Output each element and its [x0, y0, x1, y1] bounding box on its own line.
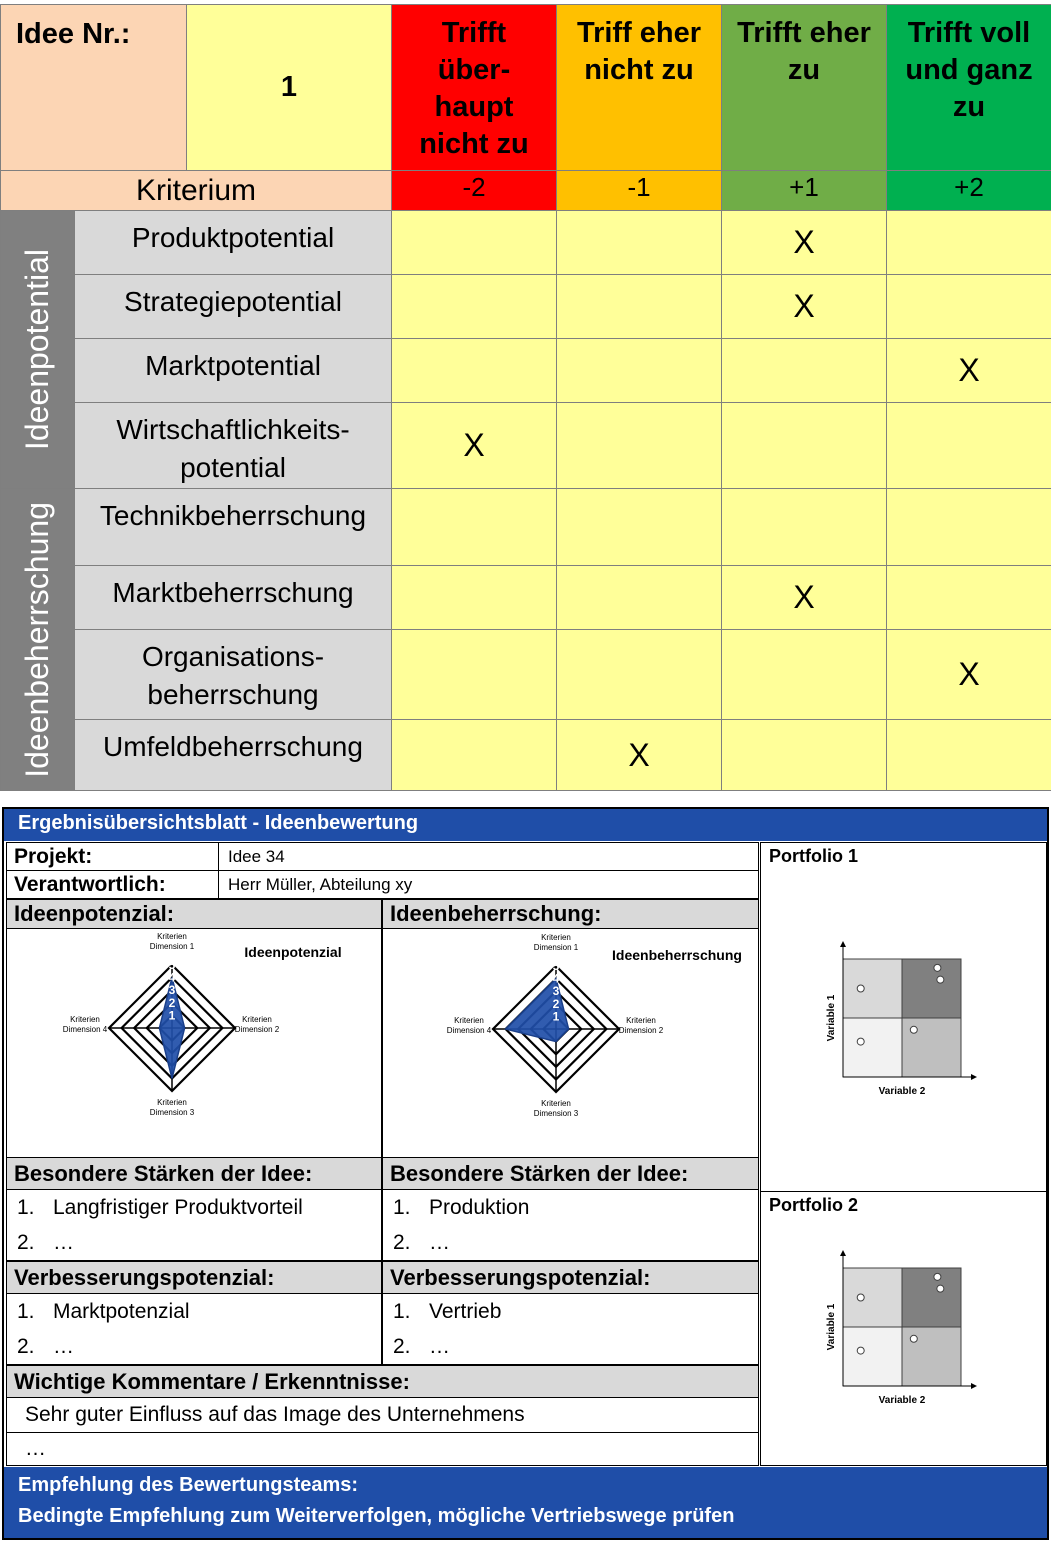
rating-cell [721, 274, 887, 339]
list-item: 2. … [393, 1335, 450, 1358]
column-header-line: zu [952, 91, 986, 123]
rating-cell [886, 488, 1051, 566]
radar-chart-ideenpotenzial [7, 929, 381, 1157]
radar-tick-label: 1 [552, 1009, 560, 1024]
rating-mark: X [463, 427, 485, 463]
kriterium-header: Kriterium [0, 170, 392, 211]
staerken-list-right [382, 1189, 759, 1261]
radar-tick-label: 4 [168, 970, 176, 985]
portfolio-quadrant [902, 1018, 961, 1077]
column-header-line: haupt [434, 91, 514, 123]
criterion-line: Technikbeherrschung [99, 500, 367, 531]
radar-axis-label: Kriterien Dimension 4 [446, 1016, 492, 1035]
portfolio-point [937, 976, 944, 983]
projekt-value: Idee 34 [218, 842, 759, 871]
rating-cell [391, 402, 557, 489]
portfolio-quadrant [902, 1268, 961, 1327]
portfolio-y-label: Variable 1 [826, 994, 837, 1042]
group-label: Ideenbeherrschung [19, 501, 55, 778]
verantwortlich-label: Verantwortlich: [6, 870, 219, 899]
radar-box-left [6, 928, 382, 1158]
rating-cell [556, 565, 722, 630]
rating-cell [391, 629, 557, 720]
rating-cell [886, 210, 1051, 275]
result-sheet [2, 807, 1049, 1540]
score-4: +2 [886, 170, 1051, 211]
portfolio-1-box [760, 842, 1047, 1192]
rating-mark: X [793, 288, 815, 324]
portfolio-quadrant [902, 959, 961, 1018]
sheet-title-bar [4, 809, 1047, 841]
verbesserung-header-left: Verbesserungspotenzial: [6, 1261, 382, 1294]
column-header-line: Trifft voll [907, 17, 1031, 49]
rating-cell [556, 274, 722, 339]
portfolio-point [937, 1285, 944, 1292]
portfolio-2-chart [761, 1192, 1046, 1465]
portfolio-x-label: Variable 2 [878, 1086, 926, 1097]
portfolio-point [910, 1335, 917, 1342]
empfehlung-bar [4, 1467, 1047, 1538]
rating-cell [886, 274, 1051, 339]
column-header-line: Trifft eher [737, 17, 871, 49]
portfolio-quadrant [843, 959, 902, 1018]
portfolio-point [857, 1347, 864, 1354]
column-header-line: nicht zu [419, 128, 529, 160]
ideenpotenzial-header: Ideenpotenzial: [6, 899, 382, 929]
radar-axis-label: Kriterien Dimension 2 [234, 1015, 280, 1034]
kommentar-line-2: … [6, 1432, 759, 1466]
idee-label: Idee Nr.: [0, 4, 187, 171]
criterion-6 [74, 565, 392, 630]
rating-cell [886, 629, 1051, 720]
radar-axis-label: Kriterien Dimension 1 [533, 933, 579, 952]
empfehlung-text: Bedingte Empfehlung zum Weiterverfolgen, mögliche Vertriebswege prüfen [18, 1505, 735, 1527]
portfolio-2-box [760, 1191, 1047, 1466]
portfolio-quadrant [843, 1018, 902, 1077]
rating-cell [391, 565, 557, 630]
rating-cell [391, 719, 557, 791]
criterion-line: Produktpotential [131, 222, 335, 253]
column-header-line: und ganz [905, 54, 1033, 86]
rating-cell [556, 210, 722, 275]
rating-cell [721, 565, 887, 630]
portfolio-point [910, 1026, 917, 1033]
axis-arrow [971, 1074, 977, 1080]
radar-axis-label: Kriterien Dimension 1 [149, 932, 195, 951]
rating-mark: X [793, 224, 815, 260]
list-item: 1. Produktion [393, 1196, 530, 1219]
sheet-title: Ergebnisübersichtsblatt - Ideenbewertung [18, 812, 419, 834]
rating-cell [556, 719, 722, 791]
radar-axis-label: Kriterien Dimension 3 [533, 1099, 579, 1118]
rating-cell [886, 565, 1051, 630]
rating-cell [391, 210, 557, 275]
criterion-line: Organisations- [141, 641, 325, 672]
portfolio-quadrant [843, 1327, 902, 1386]
verantwortlich-value: Herr Müller, Abteilung xy [218, 870, 759, 899]
radar-chart-ideenbeherrschung [383, 929, 758, 1157]
portfolio-quadrant [843, 1268, 902, 1327]
radar-tick-label: 4 [552, 971, 560, 986]
portfolio-point [857, 985, 864, 992]
rating-cell [721, 210, 887, 275]
column-header-2 [556, 4, 722, 171]
portfolio-point [934, 1273, 941, 1280]
score-1: -2 [391, 170, 557, 211]
portfolio-point [857, 1038, 864, 1045]
radar-title: Ideenbeherrschung [612, 947, 742, 963]
criterion-7 [74, 629, 392, 720]
criterion-line: Umfeldbeherrschung [103, 731, 363, 762]
radar-tick-label: 2 [552, 996, 560, 1011]
list-item: 2. … [393, 1231, 450, 1254]
staerken-header-left: Besondere Stärken der Idee: [6, 1157, 382, 1190]
radar-title: Ideenpotenzial [244, 944, 342, 960]
radar-axis-label: Kriterien Dimension 2 [618, 1016, 664, 1035]
rating-cell [886, 719, 1051, 791]
rating-cell [721, 402, 887, 489]
criterion-4 [74, 402, 392, 489]
verbesserung-list-left [6, 1293, 382, 1365]
portfolio-quadrant [902, 1327, 961, 1386]
radar-tick-label: 3 [552, 984, 560, 999]
radar-box-right [382, 928, 759, 1158]
column-header-line: Triff eher [576, 17, 702, 49]
radar-axis-label: Kriterien Dimension 3 [149, 1098, 195, 1117]
column-header-1 [391, 4, 557, 171]
portfolio-point [857, 1294, 864, 1301]
criterion-1 [74, 210, 392, 275]
column-header-3 [721, 4, 887, 171]
rating-cell [556, 488, 722, 566]
radar-tick-label: 3 [168, 983, 176, 998]
staerken-header-right: Besondere Stärken der Idee: [382, 1157, 759, 1190]
criterion-5 [74, 488, 392, 566]
rating-mark: X [958, 656, 980, 692]
group-ideenpotential [0, 210, 75, 489]
group-ideenbeherrschung [0, 488, 75, 791]
projekt-label: Projekt: [6, 842, 219, 871]
column-header-line: über- [437, 54, 511, 86]
axis-arrow [971, 1383, 977, 1389]
list-item: 1. Langfristiger Produktvorteil [17, 1196, 303, 1219]
portfolio-y-label: Variable 1 [826, 1303, 837, 1351]
rating-cell [391, 274, 557, 339]
axis-arrow [840, 941, 846, 947]
list-item: 2. … [17, 1335, 74, 1358]
rating-cell [886, 338, 1051, 403]
rating-cell [556, 338, 722, 403]
criterion-8 [74, 719, 392, 791]
empfehlung-label: Empfehlung des Bewertungsteams: [18, 1474, 359, 1496]
verbesserung-list-right [382, 1293, 759, 1365]
portfolio-1-title: Portfolio 1 [769, 846, 858, 866]
criterion-line: Marktpotential [145, 350, 321, 381]
criterion-line: Marktbeherrschung [112, 577, 354, 608]
rating-cell [721, 488, 887, 566]
portfolio-point [934, 964, 941, 971]
radar-tick-label: 1 [168, 1008, 176, 1023]
list-item: 1. Vertrieb [393, 1300, 502, 1323]
rating-cell [391, 488, 557, 566]
group-label: Ideenpotential [19, 248, 55, 451]
criterion-3 [74, 338, 392, 403]
rating-mark: X [958, 352, 980, 388]
list-item: 1. Marktpotenzial [17, 1300, 190, 1323]
portfolio-x-label: Variable 2 [878, 1395, 926, 1406]
kommentare-header: Wichtige Kommentare / Erkenntnisse: [6, 1365, 759, 1398]
portfolio-1-chart [761, 843, 1046, 1191]
rating-cell [721, 629, 887, 720]
ideenbeherrschung-header: Ideenbeherrschung: [382, 899, 759, 929]
axis-arrow [840, 1250, 846, 1256]
rating-cell [556, 629, 722, 720]
rating-cell [721, 338, 887, 403]
criterion-line: Strategiepotential [124, 286, 342, 317]
criterion-line: Wirtschaftlichkeits- [116, 414, 350, 445]
staerken-list-left [6, 1189, 382, 1261]
rating-cell [886, 402, 1051, 489]
portfolio-2-title: Portfolio 2 [769, 1195, 858, 1215]
column-header-line: zu [787, 54, 821, 86]
list-item: 2. … [17, 1231, 74, 1254]
rating-cell [391, 338, 557, 403]
radar-tick-label: 5 [168, 958, 176, 972]
kommentar-line-1: Sehr guter Einfluss auf das Image des Unternehmens [6, 1397, 759, 1433]
column-header-4 [886, 4, 1051, 171]
score-3: +1 [721, 170, 887, 211]
rating-mark: X [628, 736, 650, 773]
verbesserung-header-right: Verbesserungspotenzial: [382, 1261, 759, 1294]
criterion-2 [74, 274, 392, 339]
idee-number: 1 [186, 4, 392, 171]
column-header-line: nicht zu [584, 54, 694, 86]
rating-cell [721, 719, 887, 791]
radar-tick-label: 5 [552, 959, 560, 973]
column-header-line: Trifft [441, 17, 507, 49]
rating-mark: X [793, 579, 815, 615]
criterion-line: beherrschung [147, 679, 319, 710]
score-2: -1 [556, 170, 722, 211]
rating-cell [556, 402, 722, 489]
radar-tick-label: 2 [168, 995, 176, 1010]
criterion-line: potential [180, 452, 286, 483]
radar-axis-label: Kriterien Dimension 4 [62, 1015, 108, 1034]
